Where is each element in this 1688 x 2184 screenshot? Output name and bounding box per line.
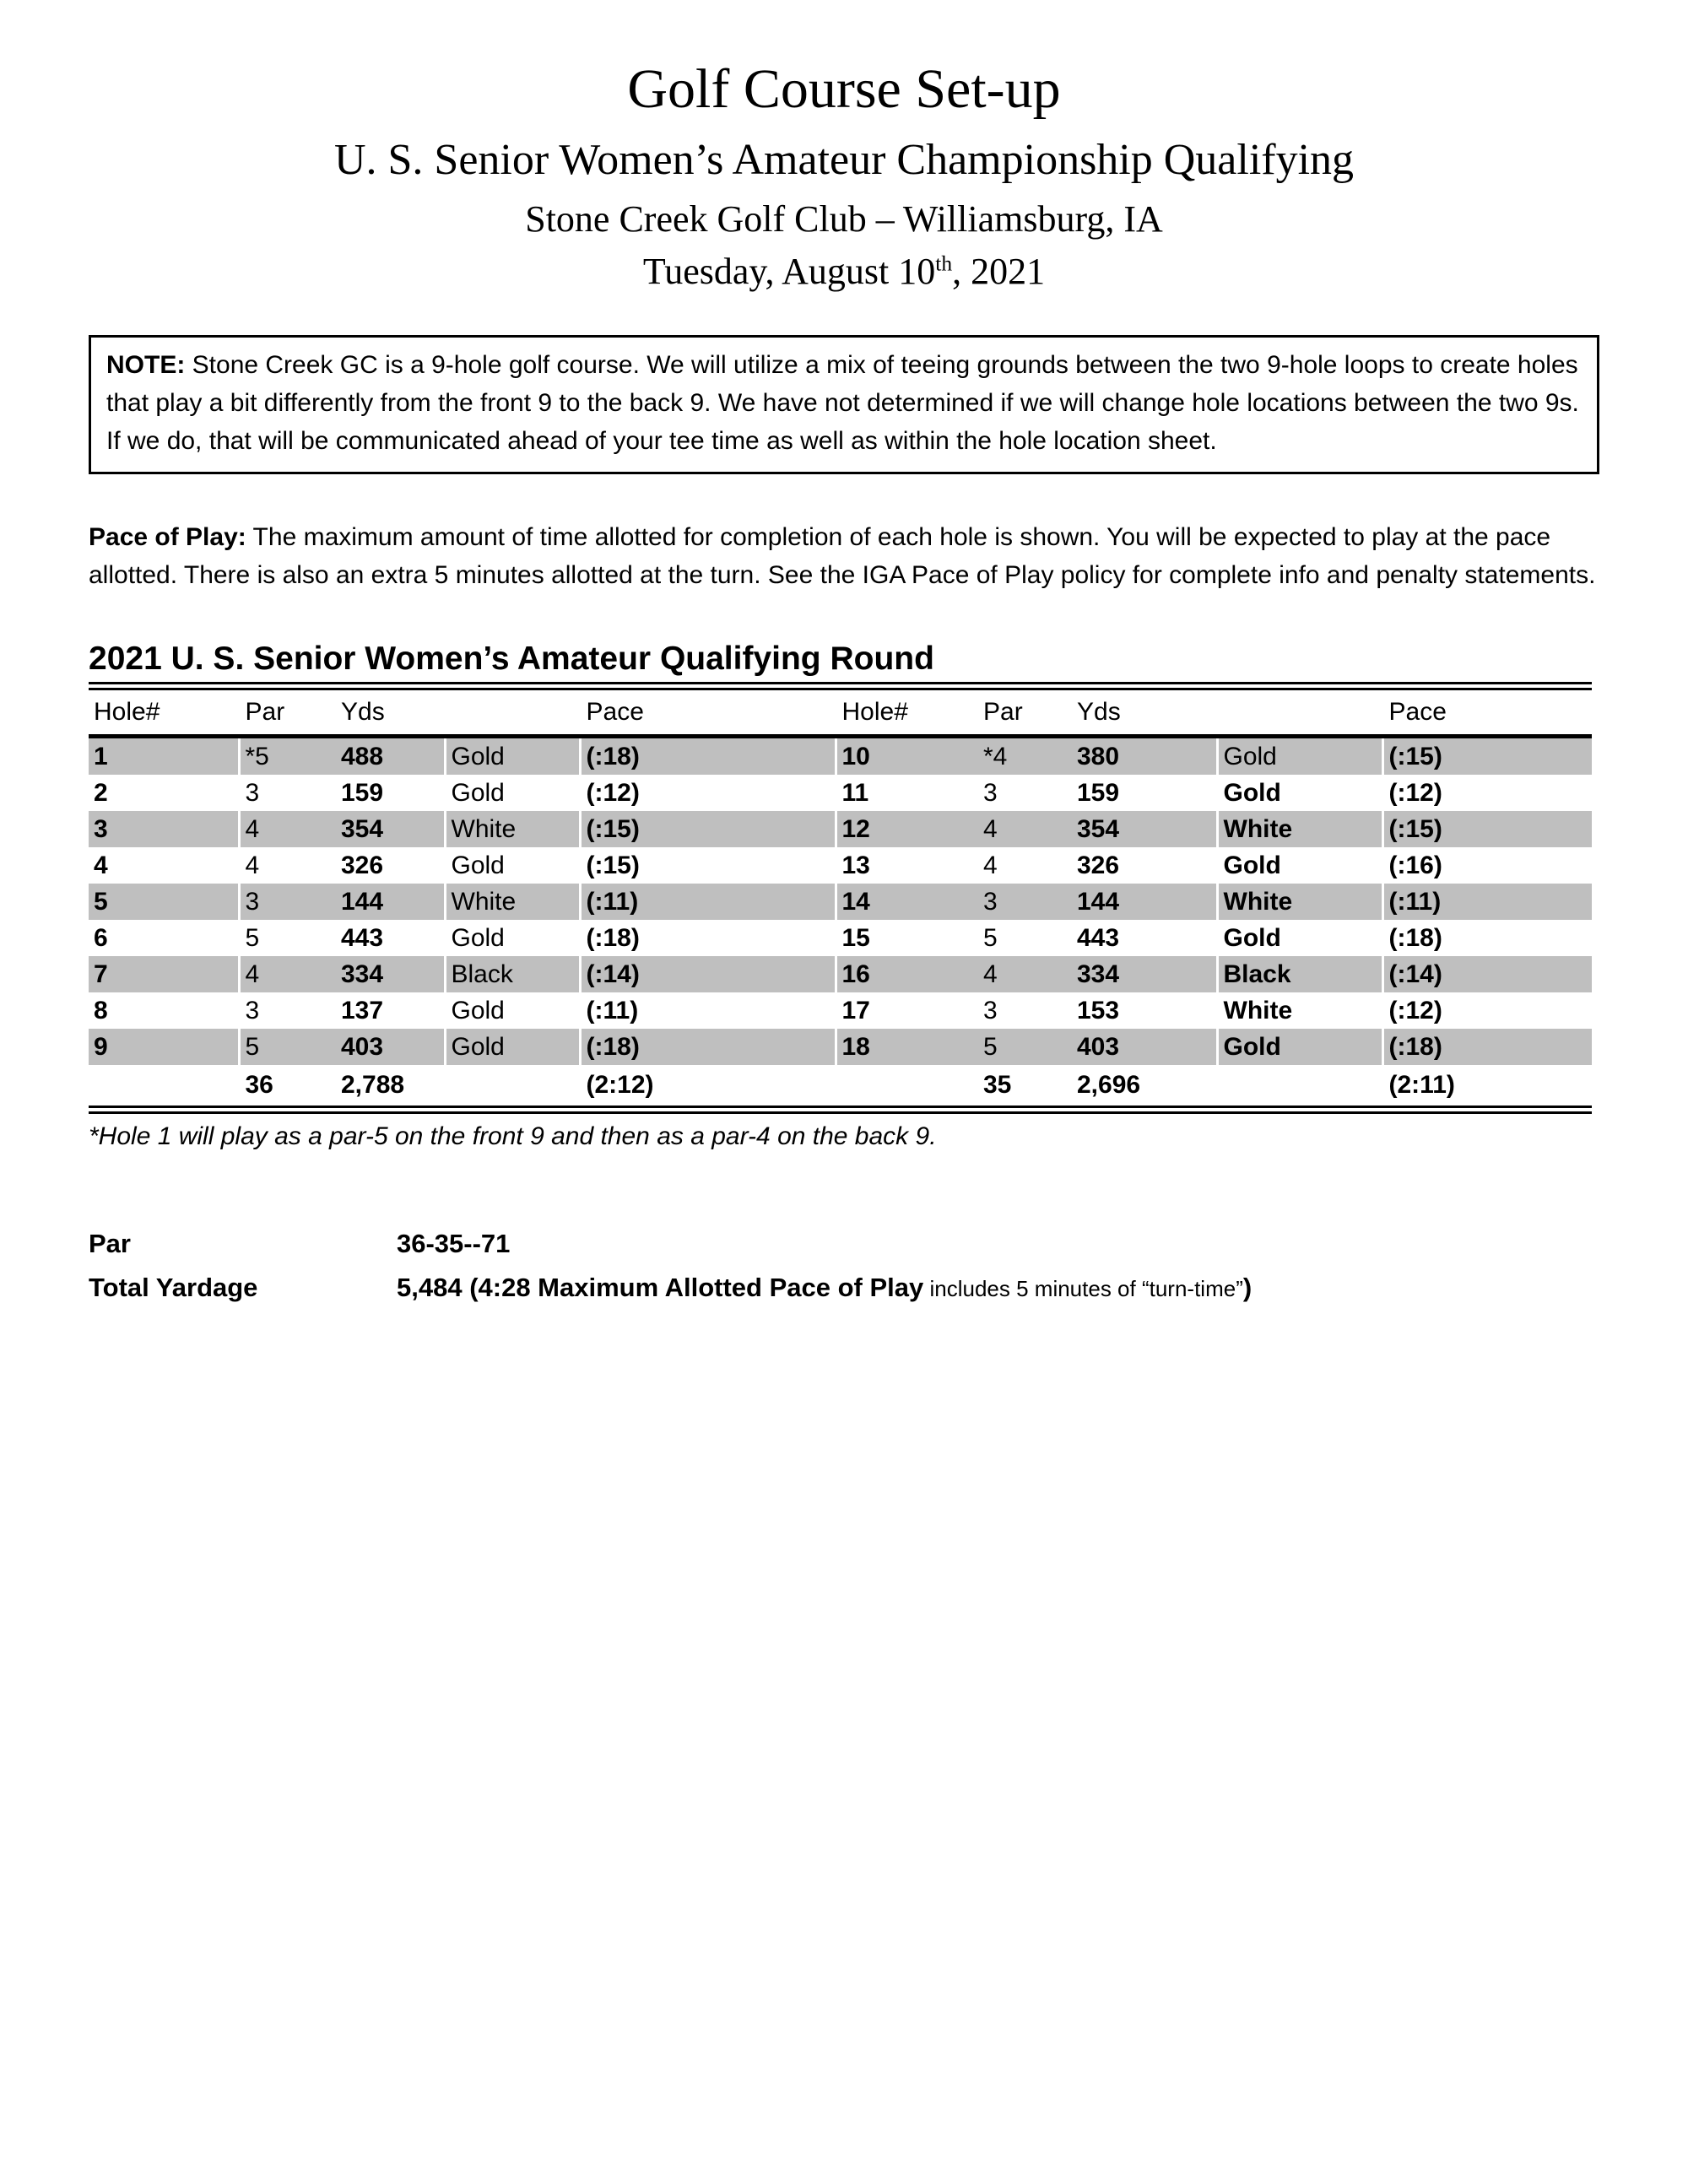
totals-pace-left: (2:12) bbox=[580, 1065, 836, 1110]
par-value-left: 3 bbox=[239, 992, 336, 1029]
pace-value-left: (:15) bbox=[580, 847, 836, 884]
col-header-tee-left bbox=[445, 686, 580, 737]
hole-number-left: 7 bbox=[89, 956, 239, 992]
par-value-right: 5 bbox=[978, 1029, 1072, 1065]
totals-empty-tee-left bbox=[445, 1065, 580, 1110]
tee-color-right: Gold bbox=[1217, 920, 1382, 956]
tee-color-right: Black bbox=[1217, 956, 1382, 992]
hole-number-left: 1 bbox=[89, 737, 239, 776]
tee-color-right: White bbox=[1217, 884, 1382, 920]
yds-value-right: 144 bbox=[1072, 884, 1217, 920]
tee-color-right: White bbox=[1217, 811, 1382, 847]
hole-number-left: 3 bbox=[89, 811, 239, 847]
pace-of-play-paragraph bbox=[89, 518, 1599, 594]
totals-yds-left: 2,788 bbox=[341, 1071, 405, 1100]
summary-block bbox=[89, 1229, 1599, 1303]
par-value-left: 4 bbox=[239, 956, 336, 992]
table-row bbox=[89, 956, 1592, 992]
hole-number-right: 14 bbox=[836, 884, 978, 920]
col-header-hole-left: Hole# bbox=[89, 686, 239, 737]
totals-par-left: 36 bbox=[239, 1065, 336, 1110]
pace-value-left: (:12) bbox=[580, 775, 836, 811]
yardage-bold-text: 5,484 (4:28 Maximum Allotted Pace of Play bbox=[397, 1273, 924, 1303]
yds-value-left: 334 bbox=[336, 956, 445, 992]
yds-value-right: 334 bbox=[1072, 956, 1217, 992]
par-value-right: 3 bbox=[983, 996, 998, 1024]
table-totals-row bbox=[89, 1065, 1592, 1110]
yds-value-left: 144 bbox=[336, 884, 445, 920]
pace-value-right: (:18) bbox=[1382, 1029, 1592, 1065]
par-value-left: 5 bbox=[239, 920, 336, 956]
par-summary-label: Par bbox=[89, 1229, 131, 1259]
yds-value-right: 159 bbox=[1077, 778, 1120, 807]
pace-value-left: (:11) bbox=[580, 992, 836, 1029]
yardage-note-text: includes 5 minutes of “turn-time” bbox=[923, 1276, 1243, 1302]
pace-value-left: (:14) bbox=[580, 956, 836, 992]
table-footnote: *Hole 1 will play as a par-5 on the front 9 and then as a par-4 on the back 9. bbox=[89, 1122, 937, 1151]
table-row bbox=[89, 992, 1592, 1029]
tee-color-left: Gold bbox=[445, 1029, 580, 1065]
par-value-right: 4 bbox=[983, 851, 998, 879]
tee-color-left: Gold bbox=[445, 847, 580, 884]
yds-value-right: 354 bbox=[1072, 811, 1217, 847]
totals-par-right: 35 bbox=[983, 1071, 1012, 1100]
note-box bbox=[89, 335, 1599, 474]
tee-color-right: White bbox=[1217, 992, 1382, 1029]
pace-value-left: (:15) bbox=[580, 811, 836, 847]
pace-value-right: (:12) bbox=[1382, 775, 1592, 811]
tee-color-left: Gold bbox=[445, 992, 580, 1029]
date-prefix: Tuesday, August 10 bbox=[642, 251, 936, 293]
course-table-body bbox=[89, 737, 1592, 1111]
yardage-summary-value bbox=[397, 1273, 1252, 1303]
hole-number-left: 9 bbox=[89, 1029, 239, 1065]
par-value-left: 3 bbox=[239, 775, 336, 811]
yds-value-left: 443 bbox=[341, 923, 384, 952]
note-text: Stone Creek GC is a 9-hole golf course. We will utilize a mix of teeing grounds between the two 9-hole loops to create holes that play a bit differently from the front 9 to the back 9. We have not determined if we will change hole locations between the two 9s. If we do, that will be communicated ahead of your tee time as well as within the hole location sheet. bbox=[106, 350, 1579, 455]
table-row bbox=[89, 775, 1592, 811]
yds-value-left: 137 bbox=[341, 996, 384, 1024]
totals-empty-tee-right bbox=[1217, 1065, 1382, 1110]
yds-value-right: 443 bbox=[1077, 923, 1120, 952]
tee-color-right: Gold bbox=[1217, 847, 1382, 884]
hole-number-right: 10 bbox=[836, 737, 978, 776]
yardage-summary-label: Total Yardage bbox=[89, 1273, 258, 1303]
par-value-right: 5 bbox=[983, 923, 998, 952]
course-setup-table bbox=[89, 682, 1592, 1114]
hole-number-left: 6 bbox=[94, 923, 108, 952]
hole-number-right: 16 bbox=[836, 956, 978, 992]
par-value-left: 4 bbox=[239, 847, 336, 884]
col-header-hole-right: Hole# bbox=[836, 686, 978, 737]
totals-pace-right: (2:11) bbox=[1382, 1065, 1592, 1110]
pace-value-right: (:15) bbox=[1382, 811, 1592, 847]
par-value-left: *5 bbox=[239, 737, 336, 776]
date-line bbox=[89, 251, 1599, 292]
tee-color-left: Black bbox=[445, 956, 580, 992]
par-value-left: 4 bbox=[239, 811, 336, 847]
table-row bbox=[89, 884, 1592, 920]
col-header-par-left: Par bbox=[239, 686, 336, 737]
yds-value-left: 159 bbox=[341, 778, 384, 807]
pace-value-right: (:18) bbox=[1382, 920, 1592, 956]
yds-value-right: 380 bbox=[1072, 737, 1217, 776]
pace-of-play-text: The maximum amount of time allotted for completion of each hole is shown. You will be expected to play at the pace allotted. There is also an extra 5 minutes allotted at the turn. See the IGA Pace of Play policy for complete info and penalty statements. bbox=[89, 522, 1596, 589]
col-header-pace-right: Pace bbox=[1382, 686, 1592, 737]
document-header bbox=[89, 59, 1599, 293]
par-value-right: *4 bbox=[978, 737, 1072, 776]
note-label: NOTE: bbox=[106, 350, 186, 379]
col-header-yds-right: Yds bbox=[1072, 686, 1217, 737]
totals-empty-hole-left bbox=[89, 1065, 239, 1110]
pace-value-left: (:18) bbox=[580, 737, 836, 776]
col-header-par-right: Par bbox=[978, 686, 1072, 737]
hole-number-right: 12 bbox=[836, 811, 978, 847]
par-value-left: 5 bbox=[239, 1029, 336, 1065]
pace-value-right: (:16) bbox=[1382, 847, 1592, 884]
tee-color-left: White bbox=[445, 884, 580, 920]
par-value-right: 4 bbox=[978, 956, 1072, 992]
round-table-title: 2021 U. S. Senior Women’s Amateur Qualifying Round bbox=[89, 640, 934, 677]
yardage-summary-row bbox=[89, 1273, 1599, 1303]
tee-color-left: Gold bbox=[445, 920, 580, 956]
totals-yds-right: 2,696 bbox=[1077, 1071, 1141, 1100]
date-ordinal-superscript: th bbox=[935, 251, 953, 276]
par-value-right: 3 bbox=[983, 778, 998, 807]
page-title: Golf Course Set-up bbox=[627, 58, 1061, 120]
hole-number-right: 17 bbox=[836, 992, 978, 1029]
table-row bbox=[89, 920, 1592, 956]
tee-color-left: White bbox=[445, 811, 580, 847]
table-row bbox=[89, 1029, 1592, 1065]
yds-value-right: 326 bbox=[1077, 851, 1120, 879]
col-header-pace-left: Pace bbox=[580, 686, 836, 737]
pace-value-left: (:18) bbox=[580, 920, 836, 956]
tee-color-left: Gold bbox=[445, 737, 580, 776]
pace-value-right: (:15) bbox=[1382, 737, 1592, 776]
hole-number-left: 2 bbox=[94, 778, 108, 807]
hole-number-left: 5 bbox=[89, 884, 239, 920]
table-row bbox=[89, 847, 1592, 884]
tee-color-right: Gold bbox=[1217, 737, 1382, 776]
hole-number-left: 4 bbox=[94, 851, 108, 879]
pace-value-right: (:11) bbox=[1382, 884, 1592, 920]
yds-value-right: 403 bbox=[1072, 1029, 1217, 1065]
yds-value-left: 326 bbox=[341, 851, 384, 879]
yds-value-left: 403 bbox=[336, 1029, 445, 1065]
par-value-left: 3 bbox=[239, 884, 336, 920]
pace-of-play-label: Pace of Play: bbox=[89, 522, 246, 551]
tee-color-right: Gold bbox=[1217, 1029, 1382, 1065]
venue-line: Stone Creek Golf Club – Williamsburg, IA bbox=[525, 197, 1163, 240]
yds-value-left: 354 bbox=[336, 811, 445, 847]
par-summary-value: 36-35--71 bbox=[397, 1229, 511, 1259]
col-header-yds-left: Yds bbox=[336, 686, 445, 737]
hole-number-right: 13 bbox=[836, 847, 978, 884]
tee-color-left: Gold bbox=[445, 775, 580, 811]
event-subtitle: U. S. Senior Women’s Amateur Championship Qualifying bbox=[333, 135, 1355, 184]
hole-number-right: 15 bbox=[836, 920, 978, 956]
table-row bbox=[89, 811, 1592, 847]
par-summary-row bbox=[89, 1229, 1599, 1259]
header-row bbox=[89, 686, 1592, 737]
pace-value-left: (:18) bbox=[580, 1029, 836, 1065]
pace-value-right: (:14) bbox=[1382, 956, 1592, 992]
date-suffix: , 2021 bbox=[952, 251, 1046, 293]
hole-number-right: 11 bbox=[836, 775, 978, 811]
hole-number-left: 8 bbox=[94, 996, 108, 1024]
pace-value-left: (:11) bbox=[580, 884, 836, 920]
yardage-close-paren: ) bbox=[1242, 1273, 1252, 1303]
course-table-header bbox=[89, 686, 1592, 737]
tee-color-right: Gold bbox=[1217, 775, 1382, 811]
table-row bbox=[89, 737, 1592, 776]
par-value-right: 4 bbox=[978, 811, 1072, 847]
hole-number-right: 18 bbox=[836, 1029, 978, 1065]
col-header-tee-right bbox=[1217, 686, 1382, 737]
pace-value-right: (:12) bbox=[1382, 992, 1592, 1029]
totals-empty-hole-right bbox=[836, 1065, 978, 1110]
par-value-right: 3 bbox=[978, 884, 1072, 920]
yds-value-left: 488 bbox=[336, 737, 445, 776]
yds-value-right: 153 bbox=[1077, 996, 1120, 1024]
